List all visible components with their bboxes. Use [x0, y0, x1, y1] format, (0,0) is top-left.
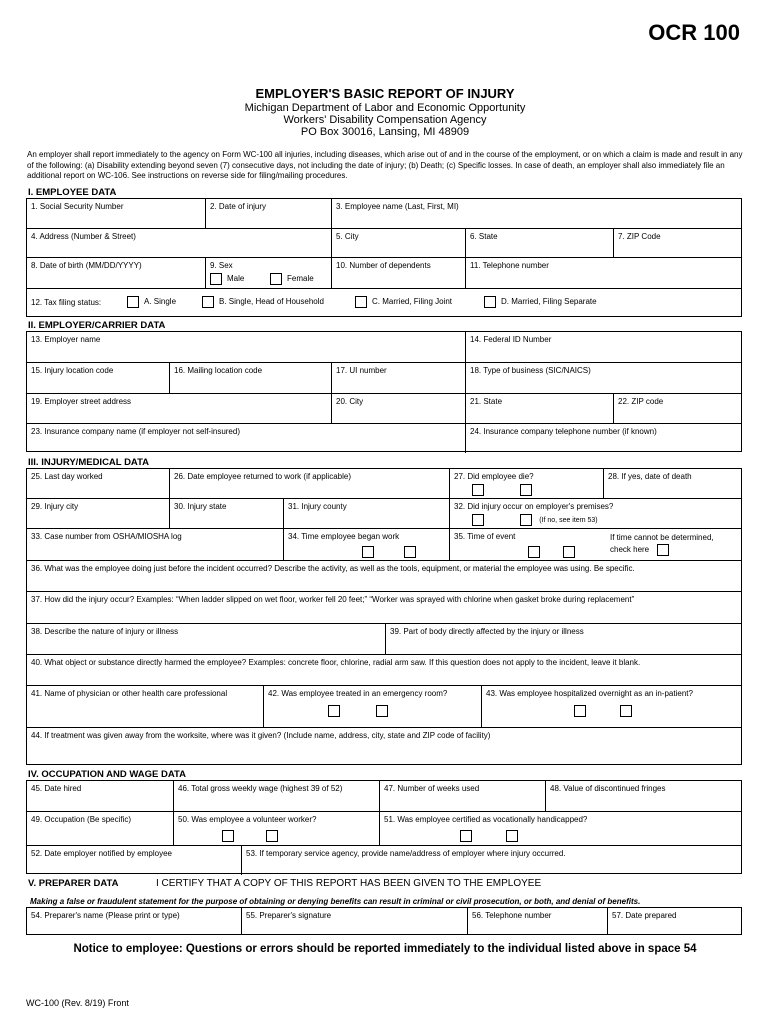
- physician-label: 41. Name of physician or other health care professional: [31, 689, 228, 698]
- date-of-death-field[interactable]: [603, 469, 743, 498]
- vocational-yes-checkbox[interactable]: [460, 830, 472, 842]
- object-substance-field[interactable]: [27, 655, 743, 685]
- preparer-phone-field[interactable]: [467, 908, 607, 934]
- tax-separate-option[interactable]: [484, 296, 597, 308]
- event-pm-checkbox[interactable]: [563, 546, 575, 558]
- last-day-worked-field[interactable]: [27, 469, 169, 498]
- preparer-name-label: 54. Preparer's name (Please print or type): [31, 911, 180, 920]
- date-notified-label: 52. Date employer notified by employee: [31, 849, 172, 858]
- row-38: [27, 623, 741, 654]
- began-am-option[interactable]: [362, 546, 375, 558]
- employer-city-field[interactable]: [331, 394, 465, 423]
- certify-statement: I CERTIFY THAT A COPY OF THIS REPORT HAS BEEN GIVEN TO THE EMPLOYEE: [156, 878, 542, 889]
- row-44: [27, 727, 741, 766]
- section-injury-data: III. INJURY/MEDICAL DATA: [28, 457, 150, 468]
- sex-male-option[interactable]: [210, 273, 244, 285]
- mailing-location-code-label: 16. Mailing location code: [174, 366, 263, 375]
- preparer-name-field[interactable]: [27, 908, 241, 934]
- time-undetermined-note: If time cannot be determined,: [610, 533, 714, 542]
- die-yes-option[interactable]: [472, 484, 489, 496]
- er-yes-option[interactable]: [328, 705, 345, 717]
- female-label: Female: [287, 274, 314, 284]
- time-began-work-field: [283, 529, 449, 560]
- city-label: 5. City: [336, 232, 359, 241]
- how-injury-label: 37. How did the injury occur? Examples: “When ladder slipped on wet floor, worker fell 20 feet;” “Worker was sprayed with chlorine when gasket broke during replacement”: [31, 595, 635, 604]
- state-label: 6. State: [470, 232, 498, 241]
- employer-name-label: 13. Employer name: [31, 335, 101, 344]
- tax-single-label: A. Single: [144, 297, 177, 307]
- agency-line-3: PO Box 30016, Lansing, MI 48909: [300, 126, 470, 138]
- employer-zip-label: 22. ZIP code: [618, 397, 664, 406]
- telephone-label: 11. Telephone number: [470, 261, 549, 270]
- physician-field[interactable]: [27, 686, 263, 727]
- row-23: [27, 423, 741, 453]
- date-prepared-field[interactable]: [607, 908, 743, 934]
- row-3: [27, 257, 741, 288]
- osha-case-label: 33. Case number from OSHA/MIOSHA log: [31, 532, 182, 541]
- form-number: OCR 100: [648, 20, 740, 45]
- agency-line-2: Workers' Disability Compensation Agency: [283, 114, 487, 126]
- tax-joint-option[interactable]: [355, 296, 452, 308]
- business-type-label: 18. Type of business (SIC/NAICS): [470, 366, 591, 375]
- premises-no-checkbox[interactable]: [520, 514, 532, 526]
- city-field[interactable]: [331, 229, 465, 257]
- hospitalized-field: [481, 686, 743, 727]
- sex-label: 9. Sex: [210, 261, 233, 270]
- tax-hoh-option[interactable]: [202, 296, 324, 308]
- date-hired-label: 45. Date hired: [31, 784, 82, 793]
- tax-hoh-label: B. Single, Head of Household: [219, 297, 324, 307]
- ui-number-label: 17. UI number: [336, 366, 387, 375]
- insurance-name-label: 23. Insurance company name (if employer not self-insured): [31, 427, 240, 436]
- dependents-label: 10. Number of dependents: [336, 261, 431, 270]
- row-15: [27, 362, 741, 393]
- dependents-field[interactable]: [331, 258, 465, 288]
- volunteer-field: [173, 812, 379, 845]
- row-49: [27, 811, 741, 845]
- insurance-phone-label: 24. Insurance company telephone number (if known): [470, 427, 657, 436]
- die-no-option[interactable]: [520, 484, 537, 496]
- zip-label: 7. ZIP Code: [618, 232, 661, 241]
- osha-case-field[interactable]: [27, 529, 283, 560]
- agency-line-1: Michigan Department of Labor and Economic Opportunity: [244, 102, 526, 114]
- male-checkbox[interactable]: [210, 273, 222, 285]
- began-am-checkbox[interactable]: [362, 546, 374, 558]
- premises-label: 32. Did injury occur on employer's premises?: [454, 502, 614, 511]
- ui-number-field[interactable]: [331, 363, 465, 393]
- activity-field[interactable]: [27, 561, 743, 591]
- injury-data-grid: [26, 468, 742, 765]
- injury-county-field[interactable]: [283, 499, 449, 528]
- event-am-checkbox[interactable]: [528, 546, 540, 558]
- hosp-yes-checkbox[interactable]: [574, 705, 586, 717]
- address-label: 4. Address (Number & Street): [31, 232, 136, 241]
- occupation-label: 49. Occupation (Be specific): [31, 815, 132, 824]
- occupation-field[interactable]: [27, 812, 173, 845]
- employee-name-label: 3. Employee name (Last, First, MI): [336, 202, 459, 211]
- weeks-used-field[interactable]: [379, 781, 545, 811]
- tax-single-checkbox[interactable]: [127, 296, 139, 308]
- vocational-yes-option[interactable]: [460, 830, 477, 842]
- intro-text: An employer shall report immediately to the agency on Form WC-100 all injuries, including diseases, which arise out of and in the course of the employment, or on which a claim is made and result in any of the following: (a) Disability extending beyond seven (7) consecutive days, not including the date of injury; (b) Death; (c) Specific losses. In case of death, an employer shall also immediately file an additional report on WC-106. See instructions on reverse side for filing/mailing procedures.: [27, 150, 743, 180]
- hospitalized-label: 43. Was employee hospitalized overnight as an in-patient?: [486, 689, 693, 698]
- activity-label: 36. What was the employee doing just before the incident occurred? Describe the activity, as well as the tools, equipment, or material the employee was using. Be specific.: [31, 564, 635, 573]
- preparer-phone-label: 56. Telephone number: [472, 911, 552, 920]
- premises-field: [449, 499, 743, 528]
- object-substance-label: 40. What object or substance directly harmed the employee? Examples: concrete floor, chlorine, radial arm saw. If this question does not apply to the incident, leave it blank.: [31, 658, 641, 667]
- sex-female-option[interactable]: [270, 273, 314, 285]
- employer-name-field[interactable]: [27, 332, 465, 362]
- body-part-field[interactable]: [385, 624, 743, 654]
- male-label: Male: [227, 274, 245, 284]
- zip-field[interactable]: [613, 229, 743, 257]
- return-to-work-label: 26. Date employee returned to work (if applicable): [174, 472, 351, 481]
- temp-agency-field[interactable]: [241, 846, 743, 875]
- volunteer-no-option[interactable]: [266, 830, 283, 842]
- emergency-room-field: [263, 686, 481, 727]
- row-29: [27, 498, 741, 528]
- fringes-label: 48. Value of discontinued fringes: [550, 784, 666, 793]
- did-employee-die-label: 27. Did employee die?: [454, 472, 534, 481]
- return-to-work-field[interactable]: [169, 469, 449, 498]
- weeks-used-label: 47. Number of weeks used: [384, 784, 480, 793]
- address-field[interactable]: [27, 229, 331, 257]
- federal-id-label: 14. Federal ID Number: [470, 335, 552, 344]
- event-pm-option[interactable]: [563, 546, 578, 558]
- agency-block: [0, 102, 770, 138]
- tax-joint-label: C. Married, Filing Joint: [372, 297, 453, 307]
- nature-injury-label: 38. Describe the nature of injury or illness: [31, 627, 179, 636]
- vocational-field: [379, 812, 743, 845]
- time-undetermined-checkbox[interactable]: [657, 544, 669, 556]
- employee-name-field[interactable]: [331, 199, 743, 228]
- row-25: [27, 469, 741, 498]
- mailing-location-code-field[interactable]: [169, 363, 331, 393]
- vocational-label: 51. Was employee certified as vocationally handicapped?: [384, 815, 588, 824]
- treatment-location-label: 44. If treatment was given away from the worksite, where was it given? (Include name, address, city, state and ZIP code of facility): [31, 731, 491, 740]
- hosp-yes-option[interactable]: [574, 705, 591, 717]
- row-2: [27, 228, 741, 257]
- vocational-no-option[interactable]: [506, 830, 523, 842]
- state-field[interactable]: [465, 229, 613, 257]
- tax-filing-label: 12. Tax filing status:: [31, 298, 102, 307]
- began-pm-checkbox[interactable]: [404, 546, 416, 558]
- employee-notice: Notice to employee: Questions or errors should be reported immediately to the individual listed above in space 54: [73, 943, 697, 955]
- employer-state-field[interactable]: [465, 394, 613, 423]
- volunteer-label: 50. Was employee a volunteer worker?: [178, 815, 317, 824]
- employer-data-grid: [26, 331, 742, 452]
- federal-id-field[interactable]: [465, 332, 743, 362]
- fraud-warning: Making a false or fraudulent statement for the purpose of obtaining or denying benefits can result in criminal or civil prosecution, or both, and denial of benefits.: [30, 897, 641, 906]
- date-hired-field[interactable]: [27, 781, 173, 811]
- date-of-injury-label: 2. Date of injury: [210, 202, 267, 211]
- time-undetermined-option[interactable]: [610, 544, 674, 556]
- row-52: [27, 845, 741, 875]
- tax-filing-field: [27, 289, 743, 318]
- body-part-label: 39. Part of body directly affected by the injury or illness: [390, 627, 584, 636]
- did-employee-die-field: [449, 469, 603, 498]
- sex-field: [205, 258, 331, 288]
- volunteer-no-checkbox[interactable]: [266, 830, 278, 842]
- er-no-checkbox[interactable]: [376, 705, 388, 717]
- weekly-wage-label: 46. Total gross weekly wage (highest 39 of 52): [178, 784, 343, 793]
- insurance-phone-field[interactable]: [465, 424, 743, 453]
- fringes-field[interactable]: [545, 781, 743, 811]
- nature-injury-field[interactable]: [27, 624, 385, 654]
- volunteer-yes-checkbox[interactable]: [222, 830, 234, 842]
- event-am-option[interactable]: [528, 546, 541, 558]
- employer-state-label: 21. State: [470, 397, 503, 406]
- occupation-data-grid: [26, 780, 742, 874]
- section-employee-data: I. EMPLOYEE DATA: [28, 187, 117, 198]
- hosp-no-option[interactable]: [620, 705, 637, 717]
- er-yes-checkbox[interactable]: [328, 705, 340, 717]
- how-injury-field[interactable]: [27, 592, 743, 623]
- date-of-injury-field[interactable]: [205, 199, 331, 228]
- ssn-field[interactable]: [27, 199, 205, 228]
- section-employer-data: II. EMPLOYER/CARRIER DATA: [28, 320, 166, 331]
- premises-note: (If no, see item 53): [539, 517, 598, 525]
- preparer-signature-field[interactable]: [241, 908, 467, 934]
- temp-agency-label: 53. If temporary service agency, provide name/address of employer where injury occurred.: [246, 849, 566, 858]
- dob-label: 8. Date of birth (MM/DD/YYYY): [31, 261, 142, 270]
- row-19: [27, 393, 741, 423]
- injury-state-field[interactable]: [169, 499, 283, 528]
- volunteer-yes-option[interactable]: [222, 830, 239, 842]
- tax-joint-checkbox[interactable]: [355, 296, 367, 308]
- treatment-location-field[interactable]: [27, 728, 743, 766]
- die-yes-checkbox[interactable]: [472, 484, 484, 496]
- injury-county-label: 31. Injury county: [288, 502, 347, 511]
- injury-location-code-field[interactable]: [27, 363, 169, 393]
- employer-zip-field[interactable]: [613, 394, 743, 423]
- preparer-signature-label: 55. Preparer's signature: [246, 911, 332, 920]
- employer-city-label: 20. City: [336, 397, 364, 406]
- section-preparer-data: V. PREPARER DATA: [28, 878, 119, 889]
- employer-address-field[interactable]: [27, 394, 331, 423]
- row-45: [27, 781, 741, 811]
- die-no-checkbox[interactable]: [520, 484, 532, 496]
- hosp-no-checkbox[interactable]: [620, 705, 632, 717]
- injury-city-field[interactable]: [27, 499, 169, 528]
- time-of-event-label: 35. Time of event: [454, 532, 516, 541]
- began-pm-option[interactable]: [404, 546, 419, 558]
- dob-field[interactable]: [27, 258, 205, 288]
- preparer-data-grid: [26, 907, 742, 935]
- insurance-name-field[interactable]: [27, 424, 465, 453]
- tax-hoh-checkbox[interactable]: [202, 296, 214, 308]
- row-4: [27, 288, 741, 318]
- row-13: [27, 332, 741, 362]
- weekly-wage-field[interactable]: [173, 781, 379, 811]
- injury-city-label: 29. Injury city: [31, 502, 79, 511]
- premises-no-option[interactable]: [520, 514, 598, 527]
- time-began-work-label: 34. Time employee began work: [288, 532, 400, 541]
- vocational-no-checkbox[interactable]: [506, 830, 518, 842]
- last-day-worked-label: 25. Last day worked: [31, 472, 103, 481]
- tax-separate-label: D. Married, Filing Separate: [501, 297, 597, 307]
- tax-separate-checkbox[interactable]: [484, 296, 496, 308]
- row-37: [27, 591, 741, 623]
- date-of-death-label: 28. If yes, date of death: [608, 472, 692, 481]
- form-title: EMPLOYER'S BASIC REPORT OF INJURY: [255, 86, 515, 101]
- premises-yes-checkbox[interactable]: [472, 514, 484, 526]
- employee-data-grid: [26, 198, 742, 317]
- row-36: [27, 560, 741, 591]
- er-no-option[interactable]: [376, 705, 393, 717]
- date-prepared-label: 57. Date prepared: [612, 911, 677, 920]
- female-checkbox[interactable]: [270, 273, 282, 285]
- time-of-event-field: [449, 529, 743, 560]
- emergency-room-label: 42. Was employee treated in an emergency room?: [268, 689, 448, 698]
- business-type-field[interactable]: [465, 363, 743, 393]
- ssn-label: 1. Social Security Number: [31, 202, 124, 211]
- injury-state-label: 30. Injury state: [174, 502, 227, 511]
- row-33: [27, 528, 741, 560]
- date-notified-field[interactable]: [27, 846, 241, 875]
- telephone-field[interactable]: [465, 258, 743, 288]
- row-40: [27, 654, 741, 685]
- row-1: [27, 199, 741, 228]
- row-41: [27, 685, 741, 727]
- form-revision-footer: WC-100 (Rev. 8/19) Front: [26, 998, 129, 1008]
- tax-single-option[interactable]: [127, 296, 176, 308]
- injury-location-code-label: 15. Injury location code: [31, 366, 114, 375]
- section-occupation-data: IV. OCCUPATION AND WAGE DATA: [28, 769, 186, 780]
- premises-yes-option[interactable]: [472, 514, 489, 526]
- time-undetermined-label: check here: [610, 545, 650, 555]
- row-54: [27, 908, 741, 934]
- employer-address-label: 19. Employer street address: [31, 397, 132, 406]
